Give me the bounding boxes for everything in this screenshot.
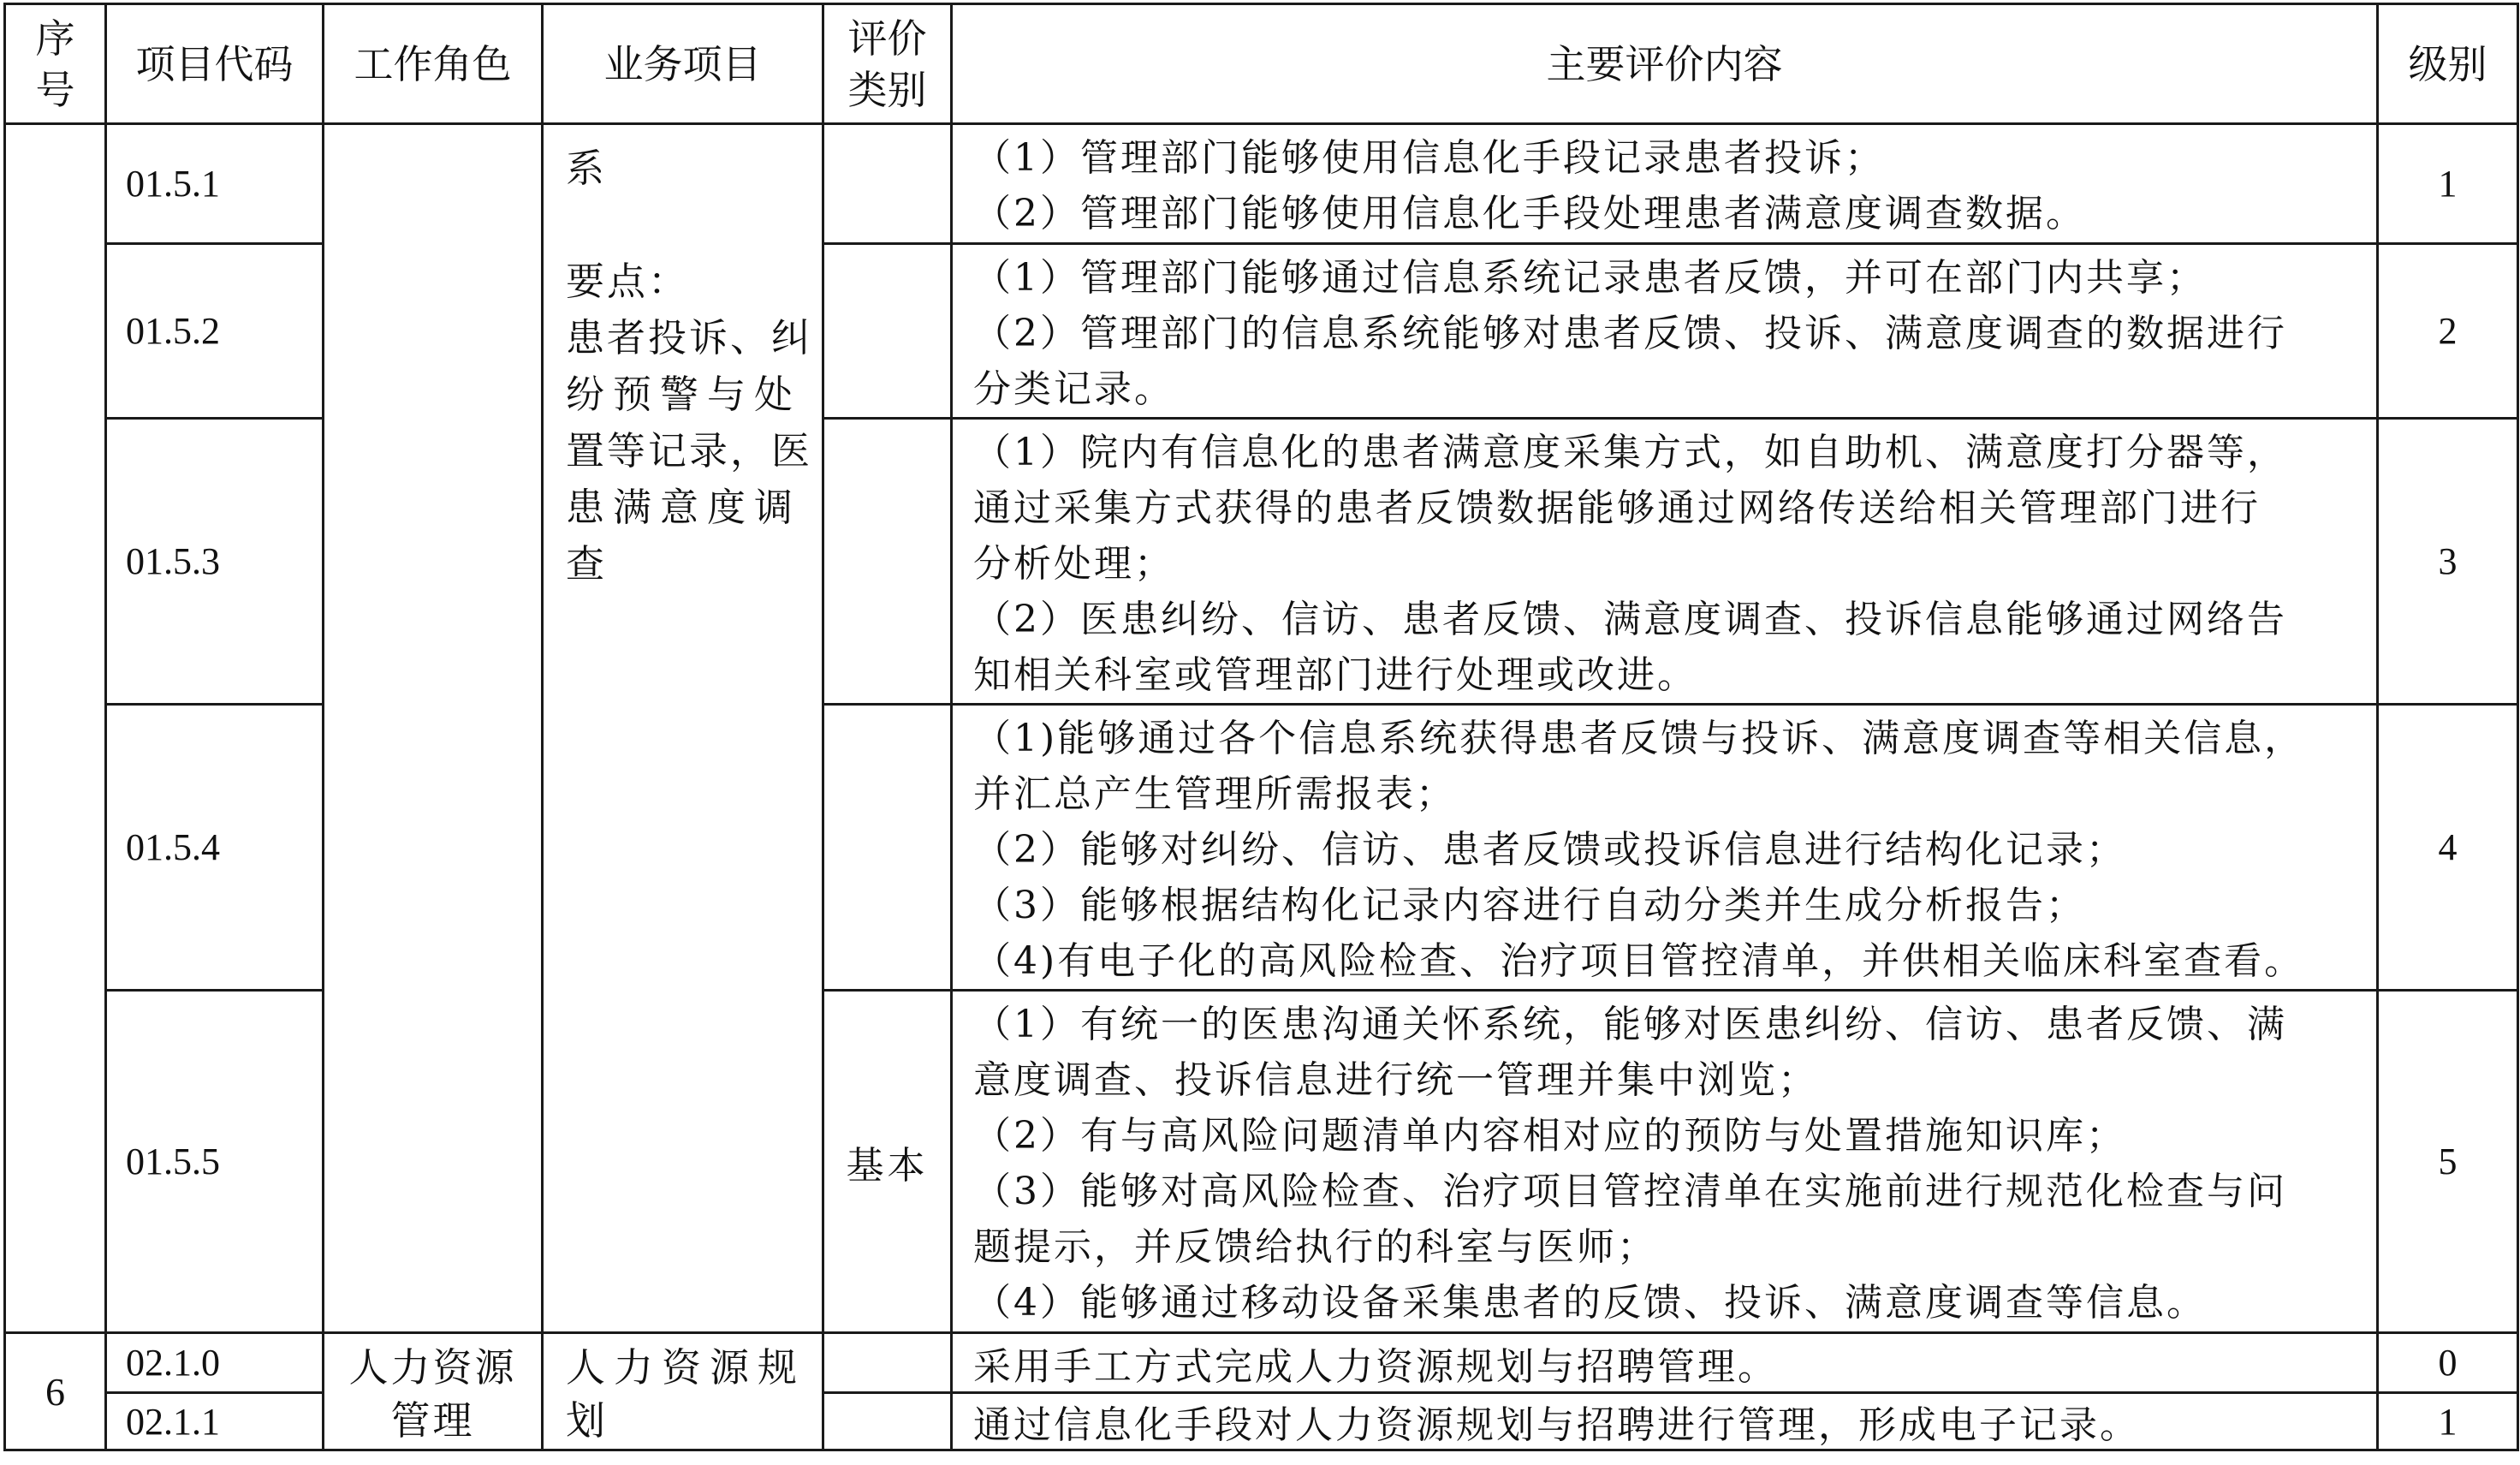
content-line: 题提示，并反馈给执行的科室与医师； — [973, 1225, 1657, 1269]
role-cell — [324, 1333, 543, 1450]
header-level: 级别 — [2378, 4, 2518, 124]
content-line: （4）能够通过移动设备采集患者的反馈、投诉、满意度调查等信息。 — [973, 1281, 2207, 1325]
table-row — [5, 124, 2518, 244]
content-line: 分析处理； — [973, 542, 1174, 586]
content-line: 知相关科室或管理部门进行处理或改进。 — [973, 653, 1697, 697]
content-line: （1）院内有信息化的患者满意度采集方式，如自助机、满意度打分器等， — [973, 431, 2287, 474]
code-cell: 01.5.4 — [106, 705, 324, 991]
header-content: 主要评价内容 — [952, 4, 2378, 124]
business-line: 纷预警与处 — [566, 372, 802, 417]
level-cell: 2 — [2378, 244, 2518, 419]
role-cell-empty — [324, 124, 543, 1333]
header-category-line-1: 评价 — [847, 15, 927, 62]
content-line: （2）管理部门能够使用信息化手段处理患者满意度调查数据。 — [973, 192, 2086, 235]
content-line: 并汇总产生管理所需报表； — [973, 772, 1456, 816]
level-cell: 3 — [2378, 419, 2518, 705]
content-cell — [952, 991, 2378, 1333]
content-line: 通过采集方式获得的患者反馈数据能够通过网络传送给相关管理部门进行 — [973, 486, 2261, 530]
business-spacer — [566, 197, 810, 253]
header-category — [823, 4, 952, 124]
evaluation-table — [3, 3, 2519, 1451]
business-line: 划 — [566, 1397, 614, 1444]
level-cell: 1 — [2378, 124, 2518, 244]
content-line: （3）能够对高风险检查、治疗项目管控清单在实施前进行规范化检查与问 — [973, 1170, 2287, 1213]
content-cell: 采用手工方式完成人力资源规划与招聘管理。 — [952, 1333, 2378, 1393]
business-line: 系 — [566, 146, 608, 191]
content-line: 意度调查、投诉信息进行统一管理并集中浏览； — [973, 1058, 1818, 1102]
role-line: 人力资源 — [348, 1344, 517, 1391]
header-category-line-2: 类别 — [847, 66, 927, 113]
content-line: （2）医患纠纷、信访、患者反馈、满意度调查、投诉信息能够通过网络告 — [973, 598, 2287, 641]
content-cell: 通过信息化手段对人力资源规划与招聘进行管理，形成电子记录。 — [952, 1393, 2378, 1450]
content-line: （2）管理部门的信息系统能够对患者反馈、投诉、满意度调查的数据进行 — [973, 312, 2287, 355]
header-business: 业务项目 — [543, 4, 823, 124]
level-cell: 0 — [2378, 1333, 2518, 1393]
category-cell-empty — [823, 1393, 952, 1450]
seq-cell: 6 — [5, 1333, 106, 1450]
level-cell: 5 — [2378, 991, 2518, 1333]
header-code: 项目代码 — [106, 4, 324, 124]
code-cell: 01.5.1 — [106, 124, 324, 244]
header-role: 工作角色 — [324, 4, 543, 124]
content-line: （1)能够通过各个信息系统获得患者反馈与投诉、满意度调查等相关信息， — [973, 717, 2305, 760]
content-cell — [952, 244, 2378, 419]
business-line: 患者投诉、纠 — [566, 315, 813, 360]
content-cell — [952, 419, 2378, 705]
code-cell: 01.5.5 — [106, 991, 324, 1333]
content-line: （2）能够对纠纷、信访、患者反馈或投诉信息进行结构化记录； — [973, 828, 2126, 872]
content-line: （4)有电子化的高风险检查、治疗项目管控清单，并供相关临床科室查看。 — [973, 939, 2305, 983]
level-cell: 1 — [2378, 1393, 2518, 1450]
seq-cell-empty — [5, 124, 106, 1333]
code-cell: 01.5.3 — [106, 419, 324, 705]
content-line: （2）有与高风险问题清单内容相对应的预防与处置措施知识库； — [973, 1114, 2126, 1158]
code-cell: 02.1.0 — [106, 1333, 324, 1393]
business-cell — [543, 1333, 823, 1450]
code-cell: 01.5.2 — [106, 244, 324, 419]
business-line: 查 — [566, 541, 608, 587]
header-row — [5, 4, 2518, 124]
business-line: 要点： — [566, 259, 690, 304]
category-cell — [823, 419, 952, 705]
header-seq-line-1: 序 — [35, 15, 75, 62]
category-cell-empty — [823, 1333, 952, 1393]
category-cell — [823, 124, 952, 244]
role-line: 管理 — [390, 1397, 475, 1444]
level-cell: 4 — [2378, 705, 2518, 991]
content-line: （1）有统一的医患沟通关怀系统，能够对医患纠纷、信访、患者反馈、满 — [973, 1003, 2287, 1046]
business-line: 人力资源规 — [566, 1344, 805, 1391]
content-line: （1）管理部门能够通过信息系统记录患者反馈，并可在部门内共享； — [973, 256, 2207, 300]
business-line: 置等记录，医 — [566, 428, 813, 473]
category-cell — [823, 244, 952, 419]
category-cell: 基本 — [823, 991, 952, 1333]
content-line: （3）能够根据结构化记录内容进行自动分类并生成分析报告； — [973, 884, 2086, 927]
header-seq — [5, 4, 106, 124]
code-cell: 02.1.1 — [106, 1393, 324, 1450]
header-seq-line-2: 号 — [35, 66, 75, 113]
business-line: 患满意度调 — [566, 485, 802, 530]
content-line: 分类记录。 — [973, 367, 1174, 411]
content-cell — [952, 124, 2378, 244]
table-row — [5, 1333, 2518, 1393]
category-cell — [823, 705, 952, 991]
content-cell — [952, 705, 2378, 991]
content-line: （1）管理部门能够使用信息化手段记录患者投诉； — [973, 136, 1885, 180]
business-cell — [543, 124, 823, 1333]
